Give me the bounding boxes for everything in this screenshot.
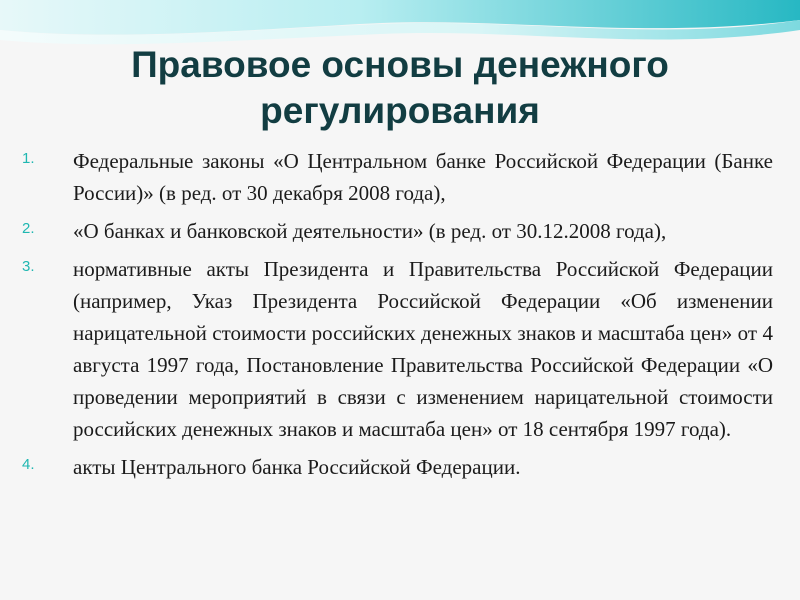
list-item-text: нормативные акты Президента и Правительства Российской Федерации (например, Указ Президента Российской Федерации «Об изменении нарицательной стоимости российских денежных знаков и масштаба цен» от 4 августа 1997 года, Постановление Правительства Российской Федерации «О проведении мероприятий в связи с изменением нарицательной стоимости российских денежных знаков и масштаба цен» от 18 сентября 1997 года). xyxy=(73,257,773,441)
list-item xyxy=(0,253,800,445)
list-item-text: Федеральные законы «О Центральном банке Российской Федерации (Банке России)» (в ред. от 30 декабря 2008 года), xyxy=(73,149,773,205)
list-item-text: акты Центрального банка Российской Федерации. xyxy=(73,455,521,479)
list-item xyxy=(0,451,800,483)
list-item-number: 2. xyxy=(22,220,35,237)
list-item xyxy=(0,145,800,209)
list-item xyxy=(0,215,800,247)
slide-title: Правовое основы денежного регулирования xyxy=(131,44,669,131)
list-item-number: 1. xyxy=(22,150,35,167)
legal-basis-list xyxy=(0,145,800,489)
list-item-number: 3. xyxy=(22,258,35,275)
list-item-text: «О банках и банковской деятельности» (в ред. от 30.12.2008 года), xyxy=(73,219,667,243)
list-item-number: 4. xyxy=(22,456,35,473)
